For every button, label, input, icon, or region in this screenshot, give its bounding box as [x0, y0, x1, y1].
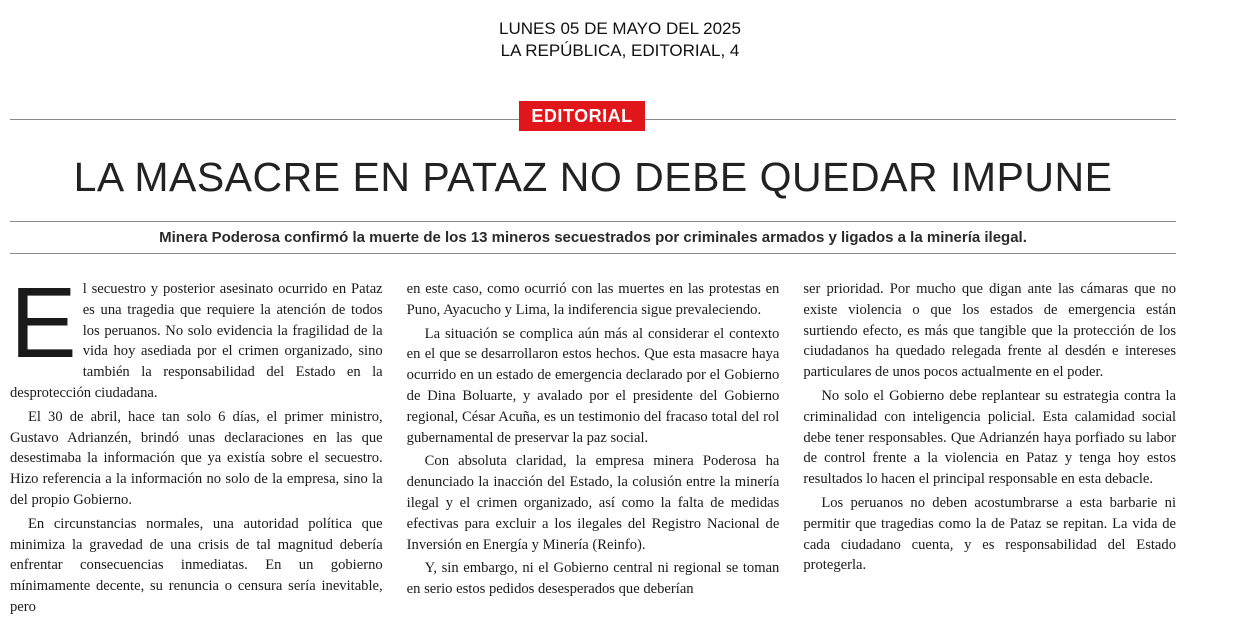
article-paragraph: ser prioridad. Por mucho que digan ante las cámaras que no existe violencia o que los estados de emergencia están surtiendo efecto, es más que tangible que la protección de los ciudadanos ha quedado relegada frente al desdén e intereses particulares de unos pocos actualmente en el poder. [803, 281, 1177, 381]
article-body [10, 267, 1177, 615]
headline: LA MASACRE EN PATAZ NO DEBE QUEDAR IMPUNE [73, 154, 1113, 200]
dropcap: E [10, 267, 77, 379]
article-paragraph: En circunstancias normales, una autoridad política que minimiza la gravedad de una crisis de tal magnitud debería enfrentar consecuencias inmediatas. En un gobierno mínimamente decente, su renuncia o censura sería inevitable, pero [10, 515, 383, 615]
article-paragraph: Y, sin embargo, ni el Gobierno central ni regional se toman en serio estos pedidos desesperados que deberían [406, 560, 780, 598]
article-paragraph: Los peruanos no deben acostumbrarse a esta barbarie ni permitir que tragedias como la de Pataz se repitan. La vida de cada ciudadano cuenta, y es responsabilidad del Estado protegerla. [803, 494, 1177, 574]
article-paragraph: No solo el Gobierno debe replantear su estrategia contra la criminalidad con inteligencia policial. Esta calamidad social debe tener responsables. Que Adrianzén haya porfiado su labor de control frente a la violencia en Pataz y tenga hoy estos resultados lo hacen el principal responsable en esta debacle. [803, 387, 1177, 488]
article-paragraph: El secuestro y posterior asesinato ocurrido en Pataz es una tragedia que requiere la atención de todos los peruanos. No solo evidencia la fragilidad de la vida hoy asediada por el crimen organizado, sino también la responsabilidad del Estado en la desprotección ciudadana. [10, 267, 383, 401]
article-paragraph: La situación se complica aún más al considerar el contexto en el que se desarrollaron estos hechos. Que esta masacre haya ocurrido en un estado de emergencia declarado por el Gobierno de Dina Boluarte, y avalado por el presidente del Gobierno regional, César Acuña, es un testimonio del fracaso total del rol gubernamental de preservar la paz social. [406, 325, 780, 446]
article-column-1 [10, 267, 383, 615]
deck-top-rule [10, 221, 1176, 222]
dateline-date: LUNES 05 DE MAYO DEL 2025 [499, 19, 741, 38]
article-paragraph: El 30 de abril, hace tan solo 6 días, el primer ministro, Gustavo Adrianzén, brindó unas declaraciones en las que desestimaba la información que ya existía sobre el secuestro. Hizo referencia a la información no solo de la empresa, sino la del propio Gobierno. [10, 408, 383, 508]
dateline-source: LA REPÚBLICA, EDITORIAL, 4 [500, 41, 740, 60]
dateline [0, 18, 1240, 62]
article-column-3 [803, 279, 1176, 589]
deck: Minera Poderosa confirmó la muerte de los 13 mineros secuestrados por criminales armados y ligados a la minería ilegal. [159, 229, 1027, 246]
section-badge: EDITORIAL [519, 101, 645, 131]
article-paragraph: Con absoluta claridad, la empresa minera Poderosa ha denunciado la inacción del Estado, la colusión entre la minería ilegal y el crimen organizado, así como la falta de medidas efectivas para excluir a los ilegales del Registro Nacional de Inversión en Energía y Minería (Reinfo). [406, 453, 780, 553]
deck-bottom-rule [10, 253, 1176, 254]
article-column-2 [406, 279, 780, 598]
article-paragraph: en este caso, como ocurrió con las muertes en las protestas en Puno, Ayacucho y Lima, la indiferencia sigue prevaleciendo. [406, 281, 780, 318]
